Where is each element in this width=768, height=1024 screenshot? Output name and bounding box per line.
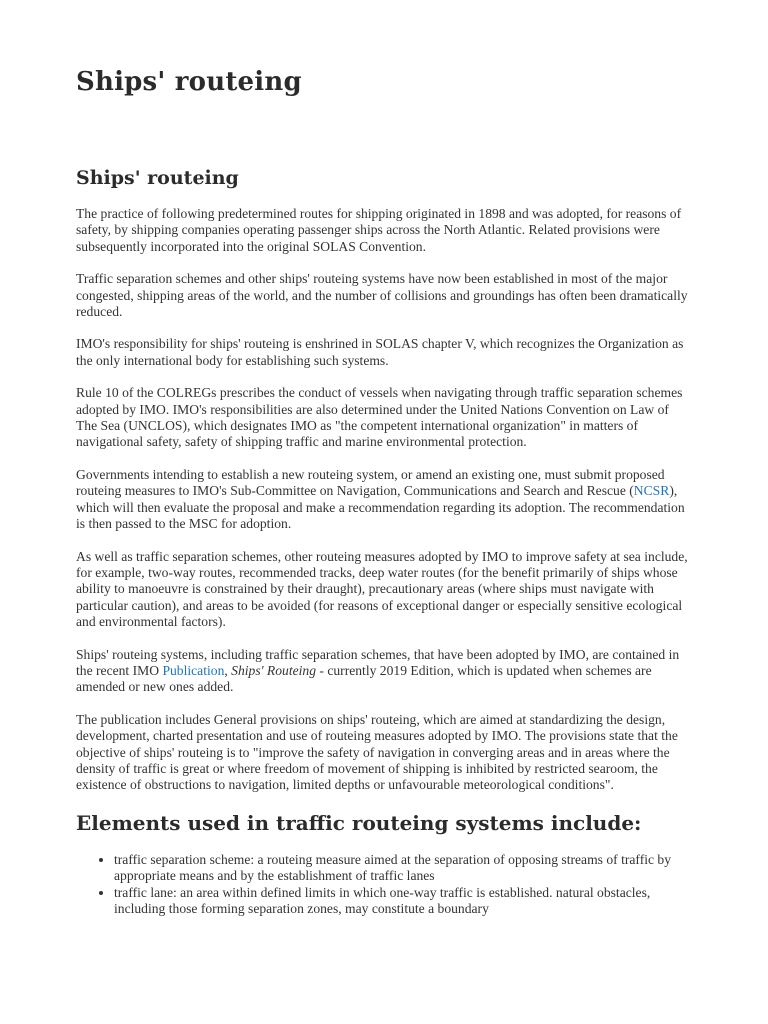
paragraph-governments — [76, 467, 692, 533]
paragraph-routeing-measures: As well as traffic separation schemes, other routeing measures adopted by IMO to improve safety at sea include, for example, two-way routes, recommended tracks, deep water routes (for the benefit primarily of ships whose ability to manoeuvre is constrained by their draught), precautionary areas (where ships must navigate with particular caution), and areas to be avoided (for reasons of exceptional danger or especially sensitive ecological and environmental factors). — [76, 548, 688, 630]
paragraph-imo-responsibility: IMO's responsibility for ships' routeing is enshrined in SOLAS chapter V, which recognizes the Organization as the only international body for establishing such systems. — [76, 336, 684, 368]
ncsr-link[interactable]: NCSR — [633, 483, 670, 499]
page-title: Ships' routeing — [76, 67, 302, 97]
publication-link[interactable]: Publication — [162, 662, 225, 678]
list-item: • traffic separation scheme: a routeing measure aimed at the separation of opposing streams of traffic by appropriate means and by the establishment of traffic lanes — [114, 852, 692, 885]
elements-list — [76, 852, 692, 918]
publication-title: Ships' Routeing — [231, 662, 317, 678]
paragraph-publication-comma: , — [224, 662, 232, 678]
paragraph-publication-text: Ships' routeing systems, including traffic separation schemes, that have been adopted by IMO, are contained in the recent IMO — [76, 646, 680, 678]
elements-heading: Elements used in traffic routeing systems include: — [76, 810, 642, 835]
paragraph-governments-text: Governments intending to establish a new routeing system, or amend an existing one, must submit proposed routeing measures to IMO's Sub-Committee on Navigation, Communications and Search and Rescue ( — [76, 466, 665, 499]
paragraph-governments-text-end: ), which will then evaluate the proposal and make a recommendation regarding its adoption. The recommendation is then passed to the MSC for adoption. — [76, 483, 685, 532]
paragraph-origin: The practice of following predetermined routes for shipping originated in 1898 and was adopted, for reasons of safety, by shipping companies operating passenger ships across the North Atlantic. Related provisions were subsequently incorporated into the original SOLAS Convention. — [76, 206, 682, 254]
paragraph-general-provisions: The publication includes General provisions on ships' routeing, which are aimed at standardizing the design, development, charted presentation and use of routeing measures adopted by IMO. The provisions state that the objective of ships' routeing is to "improve the safety of navigation in converging areas and in areas where the density of traffic is great or where freedom of movement of shipping is inhibited by restricted searoom, the existence of obstructions to navigation, limited depths or unfavourable meteorological conditions". — [76, 711, 678, 793]
paragraph-publication-text-end: - currently 2019 Edition, which is updated when schemes are amended or new ones added. — [76, 662, 652, 695]
paragraph-publication — [76, 647, 692, 696]
section-title: Ships' routeing — [76, 167, 239, 189]
paragraph-colregs: Rule 10 of the COLREGs prescribes the conduct of vessels when navigating through traffic separation schemes adopted by IMO. IMO's responsibilities are also determined under the United Nations Convention on Law of The Sea (UNCLOS), which designates IMO as "the competent international organization" in matters of navigational safety, safety of shipping traffic and marine environmental protection. — [76, 385, 683, 450]
paragraph-traffic-schemes: Traffic separation schemes and other ships' routeing systems have now been established in most of the major congested, shipping areas of the world, and the number of collisions and groundings has often been dramatically reduced. — [76, 271, 688, 320]
list-item: • traffic lane: an area within defined limits in which one-way traffic is established. natural obstacles, including those forming separation zones, may constitute a boundary — [114, 885, 692, 918]
